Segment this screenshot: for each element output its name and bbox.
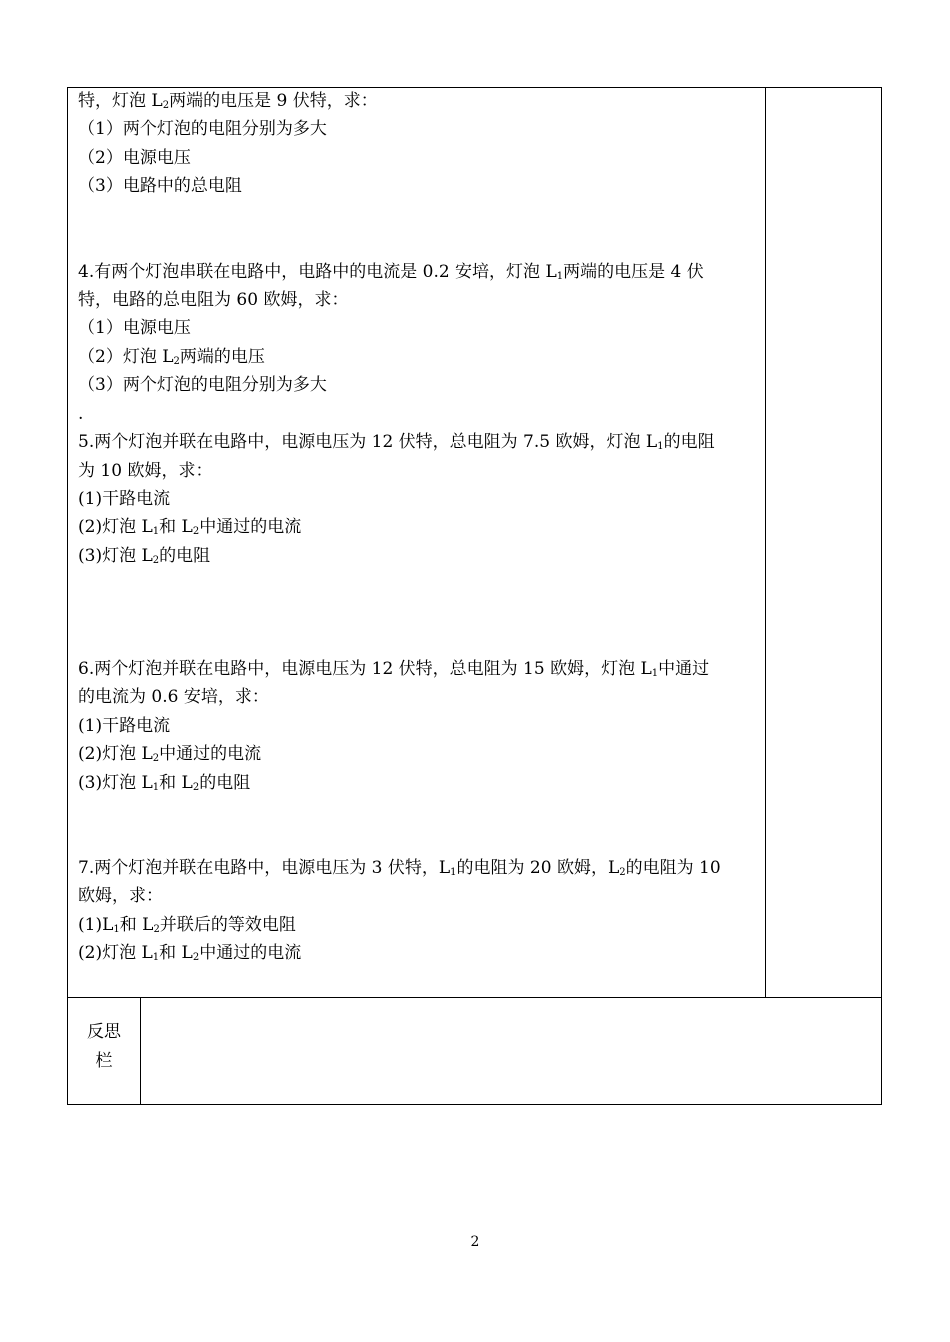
- text-line-p7-l1: [78, 858, 721, 878]
- text-run: 欧姆，求：: [78, 886, 163, 906]
- text-run: （1）电源电压: [78, 318, 191, 338]
- subscript: 1: [152, 782, 160, 793]
- text-run: (3)灯泡 L: [78, 773, 153, 793]
- text-run: (1)干路电流: [78, 489, 171, 509]
- text-run: （3）两个灯泡的电阻分别为多大: [78, 375, 327, 395]
- text-line-p3-q3: [78, 176, 242, 196]
- text-run: （3）电路中的总电阻: [78, 176, 242, 196]
- text-run: 和 L: [159, 943, 193, 963]
- text-line-p4-q2: [78, 347, 265, 367]
- text-run: 特，电路的总电阻为 60 欧姆，求：: [78, 290, 349, 310]
- text-run: 中通过: [658, 659, 710, 679]
- text-run: 并联后的等效电阻: [159, 915, 296, 935]
- text-run: （2）电源电压: [78, 148, 191, 168]
- subscript: 2: [153, 924, 160, 935]
- text-line-dot: [78, 404, 83, 424]
- text-run: 两端的电压: [179, 347, 265, 367]
- text-line-p7-q1: [78, 915, 296, 935]
- text-run: 和 L: [159, 773, 193, 793]
- text-run: 的电阻: [663, 432, 715, 452]
- text-line-p5-l1: [78, 432, 715, 452]
- text-line-p4-l1: [78, 262, 704, 282]
- subscript: 2: [192, 782, 200, 793]
- subscript: 1: [651, 668, 659, 679]
- text-run: .: [78, 404, 84, 424]
- text-line-p3-q1: [78, 119, 327, 139]
- text-line-p6-q1: [78, 716, 170, 736]
- reflection-label-divider: [140, 997, 141, 1105]
- reflection-label-line2: 栏: [95, 1051, 113, 1071]
- subscript: 2: [173, 356, 180, 367]
- text-line-p6-l2: [78, 687, 269, 707]
- text-run: （1）两个灯泡的电阻分别为多大: [78, 119, 327, 139]
- text-run: 为 10 欧姆，求：: [78, 461, 213, 481]
- text-line-p3-cont: [78, 91, 378, 111]
- subscript: 1: [556, 271, 564, 282]
- subscript: 2: [619, 867, 626, 878]
- page-number: 2: [470, 1234, 480, 1250]
- text-run: (3)灯泡 L: [78, 546, 153, 566]
- text-run: (2)灯泡 L: [78, 943, 153, 963]
- text-run: 的电流为 0.6 安培，求：: [78, 687, 269, 707]
- text-run: 两端的电压是 4 伏: [563, 262, 704, 282]
- subscript: 1: [113, 924, 120, 935]
- text-line-p5-q1: [78, 489, 170, 509]
- subscript: 1: [152, 952, 160, 963]
- table-column-divider: [765, 87, 766, 998]
- text-run: 的电阻为 20 欧姆，L: [456, 858, 620, 878]
- subscript: 2: [152, 555, 160, 566]
- subscript: 2: [152, 753, 160, 764]
- text-run: 和 L: [119, 915, 154, 935]
- text-run: 特，灯泡 L: [78, 91, 163, 111]
- text-line-p5-l2: [78, 461, 212, 481]
- text-run: 中通过的电流: [199, 943, 302, 963]
- subscript: 2: [192, 526, 200, 537]
- text-run: (2)灯泡 L: [78, 517, 153, 537]
- text-run: 和 L: [159, 517, 193, 537]
- text-line-p7-l2: [78, 886, 163, 906]
- text-run: 中通过的电流: [199, 517, 302, 537]
- reflection-label-line1: 反思: [87, 1022, 121, 1042]
- text-line-p5-q3: [78, 546, 210, 566]
- text-run: 7.两个灯泡并联在电路中，电源电压为 3 伏特，L: [78, 858, 451, 878]
- subscript: 1: [152, 526, 160, 537]
- text-run: 6.两个灯泡并联在电路中，电源电压为 12 伏特，总电阻为 15 欧姆，灯泡 L: [78, 659, 652, 679]
- text-line-p7-q2: [78, 943, 301, 963]
- text-run: 5.两个灯泡并联在电路中，电源电压为 12 伏特，总电阻为 7.5 欧姆，灯泡 L: [78, 432, 658, 452]
- text-line-p5-q2: [78, 517, 301, 537]
- text-run: 中通过的电流: [159, 744, 262, 764]
- text-line-p4-l2: [78, 290, 348, 310]
- text-line-p4-q3: [78, 375, 327, 395]
- text-run: 的电阻为 10: [625, 858, 721, 878]
- text-run: （2）灯泡 L: [78, 347, 174, 367]
- text-line-p6-l1: [78, 659, 709, 679]
- text-run: 的电阻: [199, 773, 251, 793]
- subscript: 2: [162, 100, 170, 111]
- text-run: 的电阻: [159, 546, 211, 566]
- table-row-divider: [67, 997, 882, 998]
- subscript: 1: [450, 867, 457, 878]
- text-run: 4.有两个灯泡串联在电路中，电路中的电流是 0.2 安培，灯泡 L: [78, 262, 557, 282]
- text-run: (2)灯泡 L: [78, 744, 153, 764]
- subscript: 2: [192, 952, 200, 963]
- text-line-p4-q1: [78, 318, 191, 338]
- text-run: (1)L: [78, 915, 114, 935]
- subscript: 1: [657, 441, 664, 452]
- text-line-p6-q3: [78, 773, 250, 793]
- text-run: (1)干路电流: [78, 716, 171, 736]
- text-line-p3-q2: [78, 148, 191, 168]
- text-run: 两端的电压是 9 伏特，求：: [169, 91, 378, 111]
- text-line-p6-q2: [78, 744, 261, 764]
